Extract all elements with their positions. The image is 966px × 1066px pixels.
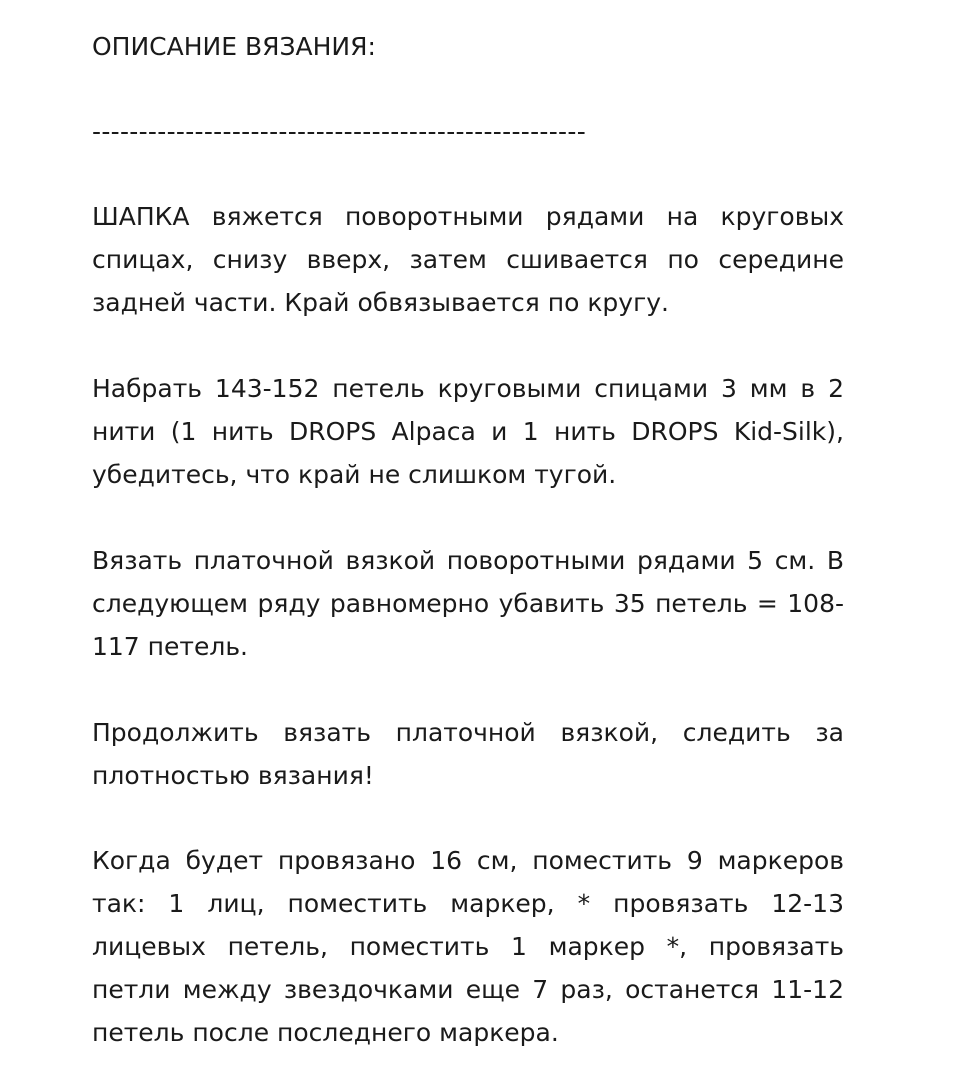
paragraph-cast-on: Набрать 143-152 петель круговыми спицами 3 мм в 2 нити (1 нить DROPS Alpaca и 1 нить DROPS Kid-Silk), убедитесь, что край не слишком тугой. [92,374,844,489]
paragraph-hat-construction: ШАПКА вяжется поворотными рядами на круговых спицах, снизу вверх, затем сшивается по середине задней части. Край обвязывается по кругу. [92,202,844,317]
section-divider: ----------------------------------------------------- [92,117,587,146]
document-heading: ОПИСАНИЕ ВЯЗАНИЯ: [92,32,376,61]
paragraph-continue-garter: Продолжить вязать платочной вязкой, следить за плотностью вязания! [92,718,844,790]
paragraph-place-markers: Когда будет провязано 16 см, поместить 9 маркеров так: 1 лиц, поместить маркер, * провязать 12-13 лицевых петель, поместить 1 маркер *, провязать петли между звездочками еще 7 раз, останется 11-12 петель после последнего маркера. [92,846,844,1047]
paragraph-garter-decrease: Вязать платочной вязкой поворотными рядами 5 см. В следующем ряду равномерно убавить 35 петель = 108-117 петель. [92,546,844,661]
